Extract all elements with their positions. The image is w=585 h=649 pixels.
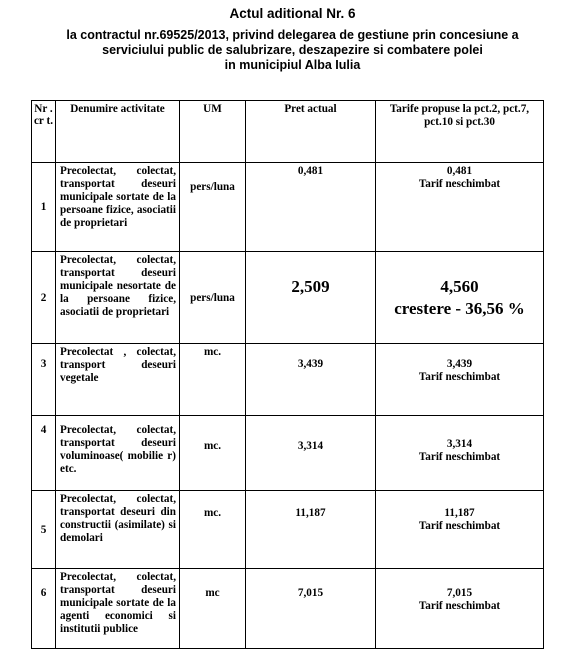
row-pret: 3,314 [246,416,376,491]
row-tarif-value: 7,015 [446,587,473,599]
header-um: UM [180,101,246,163]
row-pret: 11,187 [246,491,376,569]
document-subtitle-line-1: la contractul nr.69525/2013, privind delegarea de gestiune prin concesiune a [66,28,519,42]
row-tarif [376,569,544,649]
table-header-row [32,101,544,163]
row-denumire: Precolectat, colectat, transportat deseuri municipale sortate de la persoane fizice, asociatii de proprietari [56,163,180,252]
row-pret: 2,509 [246,252,376,344]
tariff-table [31,100,544,649]
table-row [32,416,544,491]
row-tarif-value: 3,439 [446,358,473,370]
row-tarif-value: 3,314 [446,438,473,450]
row-tarif [376,344,544,416]
header-tarife: Tarife propuse la pct.2, pct.7, pct.10 si pct.30 [376,101,544,163]
row-denumire: Precolectat , colectat, transport deseuri vegetale [56,344,180,416]
row-nr: 5 [32,491,56,569]
row-nr: 2 [32,252,56,344]
row-um: pers/luna [180,163,246,252]
table-row [32,163,544,252]
row-tarif [376,491,544,569]
row-um: pers/luna [180,252,246,344]
table-row [32,252,544,344]
row-pret: 3,439 [246,344,376,416]
row-nr: 1 [32,163,56,252]
row-tarif-value: 0,481 [446,165,473,177]
row-denumire: Precolectat, colectat, transportat deseuri voluminoase( mobilie r) etc. [56,416,180,491]
row-tarif-note: crestere - 36,56 % [394,299,525,318]
row-tarif-note: Tarif neschimbat [418,600,501,612]
row-um: mc. [180,491,246,569]
row-pret: 0,481 [246,163,376,252]
row-denumire: Precolectat, colectat, transportat deseuri municipale nesortate de la persoane fizice, asociatii de proprietari [56,252,180,344]
row-tarif-value: 4,560 [440,277,479,296]
row-tarif [376,163,544,252]
row-tarif-note: Tarif neschimbat [418,178,501,190]
row-um: mc. [180,416,246,491]
document-subtitle-line-3: in municipiul Alba Iulia [224,58,361,72]
document-title: Actul aditional Nr. 6 [229,6,356,21]
row-tarif-note: Tarif neschimbat [418,371,501,383]
row-um: mc [180,569,246,649]
row-denumire: Precolectat, colectat, transportat deseuri din constructii (asimilate) si demolari [56,491,180,569]
row-tarif [376,416,544,491]
row-nr: 4 [32,416,56,491]
header-denumire: Denumire activitate [56,101,180,163]
row-nr: 6 [32,569,56,649]
row-tarif [376,252,544,344]
table-row [32,569,544,649]
table-row [32,344,544,416]
document-subtitle-line-2: serviciului public de salubrizare, deszapezire si combatere polei [102,43,483,57]
row-pret: 7,015 [246,569,376,649]
row-tarif-note: Tarif neschimbat [418,520,501,532]
row-tarif-note: Tarif neschimbat [418,451,501,463]
row-um: mc. [180,344,246,416]
header-pret: Pret actual [246,101,376,163]
header-nr: Nr . cr t. [32,101,56,163]
table-row [32,491,544,569]
row-tarif-value: 11,187 [444,507,475,519]
row-nr: 3 [32,344,56,416]
row-denumire: Precolectat, colectat, transportat deseuri municipale sortate de la agenti economici si institutii publice [56,569,180,649]
